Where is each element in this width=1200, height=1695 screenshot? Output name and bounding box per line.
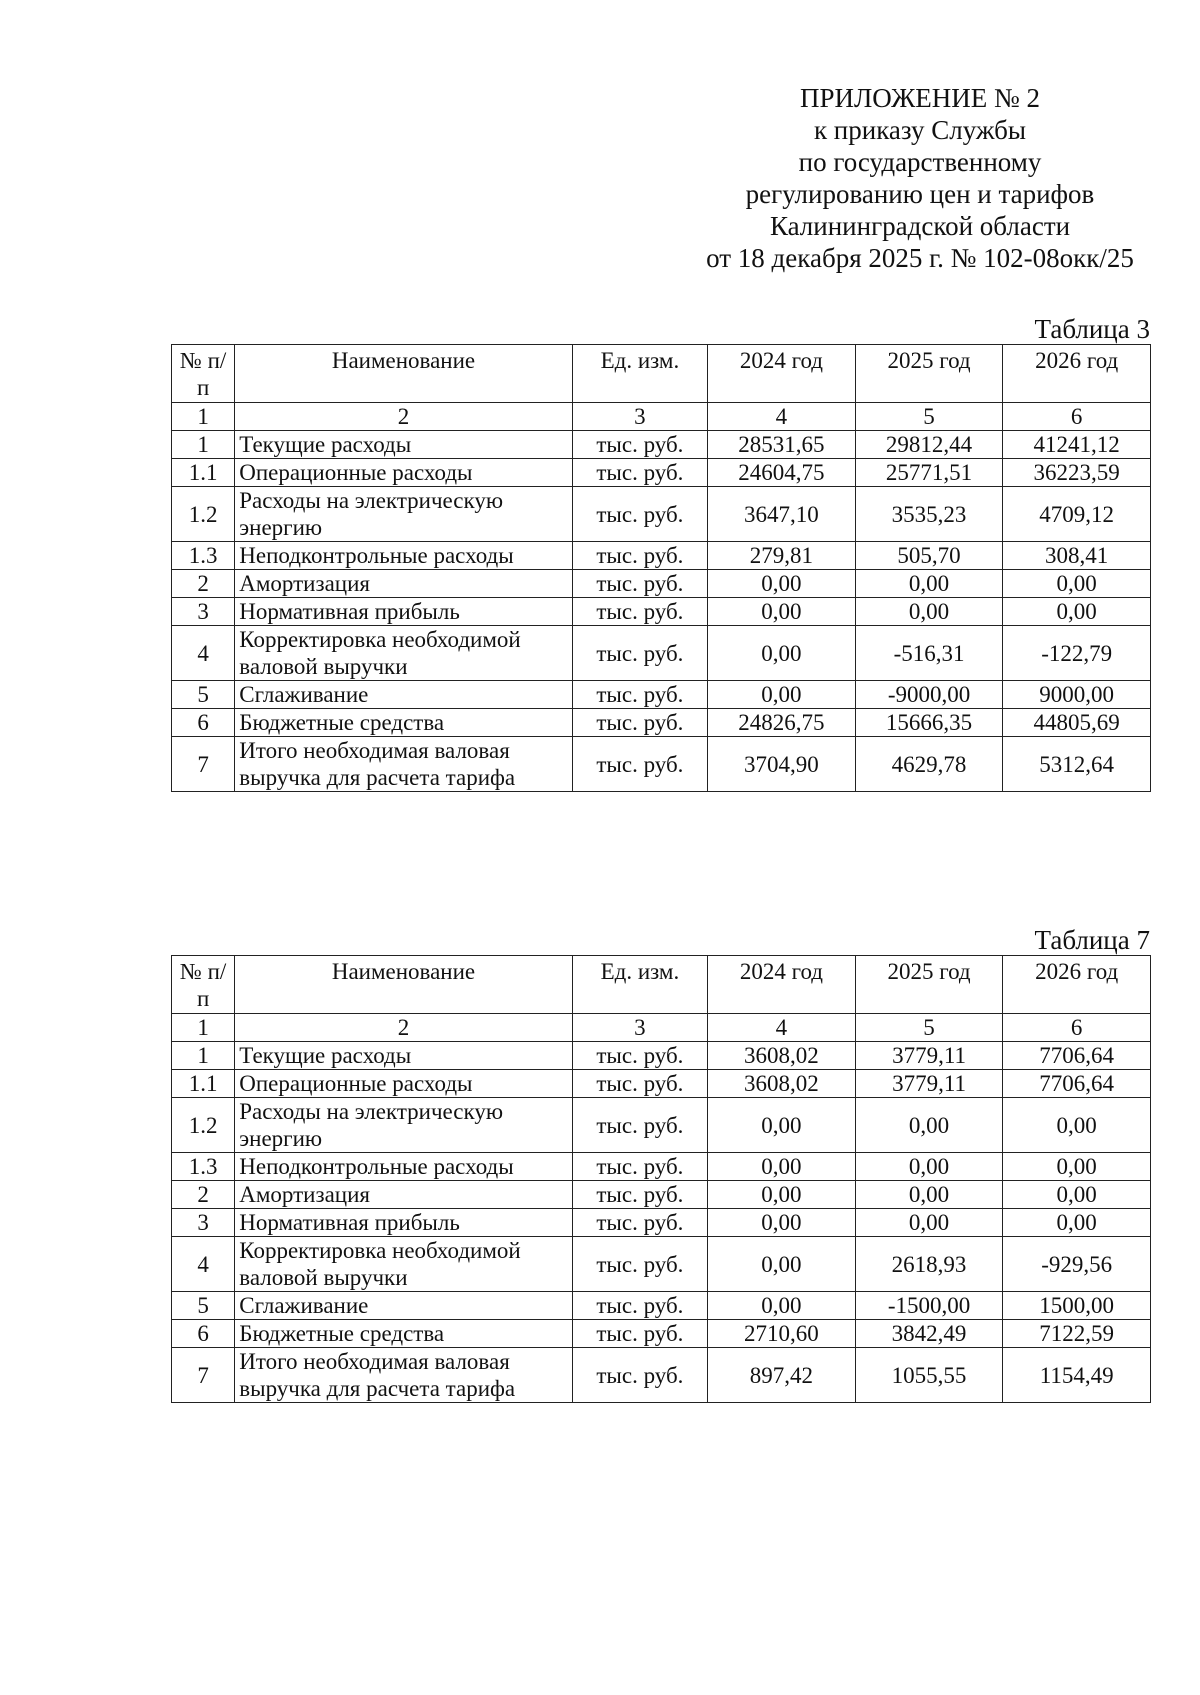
row-unit: тыс. руб. — [572, 1042, 707, 1070]
column-number: 4 — [708, 403, 856, 431]
value-2025: 3535,23 — [855, 487, 1003, 542]
value-2026: 0,00 — [1003, 1098, 1151, 1153]
row-name: Сглаживание — [235, 681, 572, 709]
row-number: 1.2 — [172, 487, 235, 542]
appendix-date-number: от 18 декабря 2025 г. № 102-08окк/25 — [706, 243, 1134, 273]
row-unit: тыс. руб. — [572, 1153, 707, 1181]
value-2025: -9000,00 — [855, 681, 1003, 709]
value-2025: 29812,44 — [855, 431, 1003, 459]
value-2026: -929,56 — [1003, 1237, 1151, 1292]
column-number-row — [172, 1014, 1151, 1042]
column-number: 6 — [1003, 403, 1151, 431]
column-number: 5 — [855, 403, 1003, 431]
value-2024: 3608,02 — [708, 1070, 856, 1098]
column-header-2026: 2026 год — [1003, 956, 1151, 1014]
row-name: Неподконтрольные расходы — [235, 542, 572, 570]
row-unit: тыс. руб. — [572, 570, 707, 598]
column-number-row — [172, 403, 1151, 431]
value-2026: 7706,64 — [1003, 1070, 1151, 1098]
row-number: 6 — [172, 709, 235, 737]
column-number: 2 — [235, 1014, 572, 1042]
column-header-name: Наименование — [235, 345, 572, 403]
value-2024: 2710,60 — [708, 1320, 856, 1348]
value-2026: 0,00 — [1003, 1153, 1151, 1181]
column-number: 2 — [235, 403, 572, 431]
value-2026: 41241,12 — [1003, 431, 1151, 459]
table-row — [172, 598, 1151, 626]
row-unit: тыс. руб. — [572, 459, 707, 487]
value-2025: 0,00 — [855, 598, 1003, 626]
column-header-unit: Ед. изм. — [572, 345, 707, 403]
row-unit: тыс. руб. — [572, 542, 707, 570]
row-name: Операционные расходы — [235, 459, 572, 487]
tariff-table — [171, 955, 1151, 1403]
value-2024: 0,00 — [708, 1098, 856, 1153]
column-number: 6 — [1003, 1014, 1151, 1042]
row-number: 3 — [172, 1209, 235, 1237]
value-2025: 0,00 — [855, 1153, 1003, 1181]
value-2026: 1154,49 — [1003, 1348, 1151, 1403]
table-row — [172, 1070, 1151, 1098]
row-name: Корректировка необходимой валовой выручки — [235, 626, 572, 681]
row-unit: тыс. руб. — [572, 1070, 707, 1098]
value-2025: 505,70 — [855, 542, 1003, 570]
row-number: 3 — [172, 598, 235, 626]
column-number: 3 — [572, 1014, 707, 1042]
row-unit: тыс. руб. — [572, 737, 707, 792]
column-header-num: № п/п — [172, 345, 235, 403]
row-name: Бюджетные средства — [235, 1320, 572, 1348]
row-number: 6 — [172, 1320, 235, 1348]
table-row — [172, 737, 1151, 792]
row-number: 7 — [172, 737, 235, 792]
row-number: 2 — [172, 1181, 235, 1209]
value-2024: 3608,02 — [708, 1042, 856, 1070]
value-2025: -1500,00 — [855, 1292, 1003, 1320]
value-2024: 0,00 — [708, 626, 856, 681]
table-row — [172, 681, 1151, 709]
row-unit: тыс. руб. — [572, 681, 707, 709]
row-unit: тыс. руб. — [572, 1320, 707, 1348]
value-2026: 1500,00 — [1003, 1292, 1151, 1320]
table-row — [172, 1348, 1151, 1403]
value-2025: 25771,51 — [855, 459, 1003, 487]
row-unit: тыс. руб. — [572, 487, 707, 542]
appendix-regulation-line: регулированию цен и тарифов — [745, 179, 1095, 209]
row-name: Амортизация — [235, 570, 572, 598]
table-row — [172, 626, 1151, 681]
row-unit: тыс. руб. — [572, 1292, 707, 1320]
value-2026: 4709,12 — [1003, 487, 1151, 542]
row-name: Расходы на электрическую энергию — [235, 487, 572, 542]
row-unit: тыс. руб. — [572, 598, 707, 626]
value-2026: -122,79 — [1003, 626, 1151, 681]
column-header-unit: Ед. изм. — [572, 956, 707, 1014]
table-row — [172, 1098, 1151, 1153]
row-unit: тыс. руб. — [572, 709, 707, 737]
value-2025: 2618,93 — [855, 1237, 1003, 1292]
row-name: Текущие расходы — [235, 1042, 572, 1070]
value-2025: 3842,49 — [855, 1320, 1003, 1348]
value-2024: 0,00 — [708, 1209, 856, 1237]
value-2024: 0,00 — [708, 570, 856, 598]
column-header-name: Наименование — [235, 956, 572, 1014]
column-header-2024: 2024 год — [708, 345, 856, 403]
row-number: 2 — [172, 570, 235, 598]
value-2024: 897,42 — [708, 1348, 856, 1403]
column-header-2025: 2025 год — [855, 956, 1003, 1014]
value-2025: 3779,11 — [855, 1070, 1003, 1098]
column-number: 3 — [572, 403, 707, 431]
value-2026: 0,00 — [1003, 598, 1151, 626]
row-name: Бюджетные средства — [235, 709, 572, 737]
row-name: Текущие расходы — [235, 431, 572, 459]
tariff-table — [171, 344, 1151, 792]
value-2025: 4629,78 — [855, 737, 1003, 792]
table-row — [172, 1153, 1151, 1181]
column-number: 5 — [855, 1014, 1003, 1042]
row-unit: тыс. руб. — [572, 431, 707, 459]
row-number: 1.3 — [172, 1153, 235, 1181]
value-2026: 0,00 — [1003, 570, 1151, 598]
value-2024: 0,00 — [708, 1292, 856, 1320]
value-2024: 3647,10 — [708, 487, 856, 542]
column-header-2026: 2026 год — [1003, 345, 1151, 403]
value-2026: 7706,64 — [1003, 1042, 1151, 1070]
value-2024: 0,00 — [708, 681, 856, 709]
row-number: 1.3 — [172, 542, 235, 570]
table-row — [172, 709, 1151, 737]
row-name: Нормативная прибыль — [235, 1209, 572, 1237]
table-row — [172, 542, 1151, 570]
value-2026: 44805,69 — [1003, 709, 1151, 737]
row-number: 7 — [172, 1348, 235, 1403]
table-row — [172, 431, 1151, 459]
table-header-row — [172, 956, 1151, 1014]
row-number: 1.1 — [172, 1070, 235, 1098]
value-2026: 0,00 — [1003, 1181, 1151, 1209]
column-number: 1 — [172, 403, 235, 431]
row-number: 1 — [172, 1042, 235, 1070]
row-unit: тыс. руб. — [572, 1348, 707, 1403]
appendix-header — [650, 82, 1190, 274]
table-row — [172, 1042, 1151, 1070]
value-2026: 0,00 — [1003, 1209, 1151, 1237]
column-header-2025: 2025 год — [855, 345, 1003, 403]
column-header-2024: 2024 год — [708, 956, 856, 1014]
row-unit: тыс. руб. — [572, 1181, 707, 1209]
value-2025: 0,00 — [855, 1098, 1003, 1153]
value-2024: 3704,90 — [708, 737, 856, 792]
value-2025: 15666,35 — [855, 709, 1003, 737]
value-2024: 28531,65 — [708, 431, 856, 459]
value-2026: 7122,59 — [1003, 1320, 1151, 1348]
value-2024: 0,00 — [708, 598, 856, 626]
row-name: Амортизация — [235, 1181, 572, 1209]
value-2025: 3779,11 — [855, 1042, 1003, 1070]
row-number: 1.1 — [172, 459, 235, 487]
row-name: Нормативная прибыль — [235, 598, 572, 626]
value-2025: 1055,55 — [855, 1348, 1003, 1403]
value-2026: 36223,59 — [1003, 459, 1151, 487]
table-row — [172, 1237, 1151, 1292]
table-row — [172, 1320, 1151, 1348]
row-number: 1.2 — [172, 1098, 235, 1153]
table-row — [172, 570, 1151, 598]
row-unit: тыс. руб. — [572, 626, 707, 681]
table-row — [172, 1181, 1151, 1209]
row-name: Корректировка необходимой валовой выручки — [235, 1237, 572, 1292]
value-2026: 308,41 — [1003, 542, 1151, 570]
table-row — [172, 1209, 1151, 1237]
appendix-order-line: к приказу Службы — [813, 115, 1027, 145]
row-name: Расходы на электрическую энергию — [235, 1098, 572, 1153]
row-unit: тыс. руб. — [572, 1098, 707, 1153]
appendix-title: ПРИЛОЖЕНИЕ № 2 — [799, 83, 1041, 113]
value-2024: 0,00 — [708, 1153, 856, 1181]
table-caption: Таблица 3 — [1034, 314, 1150, 344]
row-name: Итого необходимая валовая выручка для расчета тарифа — [235, 737, 572, 792]
appendix-region-line: Калининградской области — [769, 211, 1071, 241]
value-2025: -516,31 — [855, 626, 1003, 681]
value-2025: 0,00 — [855, 1181, 1003, 1209]
column-number: 4 — [708, 1014, 856, 1042]
row-unit: тыс. руб. — [572, 1237, 707, 1292]
column-number: 1 — [172, 1014, 235, 1042]
row-name: Сглаживание — [235, 1292, 572, 1320]
row-name: Итого необходимая валовая выручка для расчета тарифа — [235, 1348, 572, 1403]
table-caption: Таблица 7 — [1034, 925, 1150, 955]
value-2024: 24826,75 — [708, 709, 856, 737]
value-2024: 0,00 — [708, 1181, 856, 1209]
value-2025: 0,00 — [855, 570, 1003, 598]
value-2026: 9000,00 — [1003, 681, 1151, 709]
row-name: Операционные расходы — [235, 1070, 572, 1098]
column-header-num: № п/п — [172, 956, 235, 1014]
row-number: 1 — [172, 431, 235, 459]
appendix-service-line: по государственному — [798, 147, 1042, 177]
table-header-row — [172, 345, 1151, 403]
table-row — [172, 459, 1151, 487]
value-2026: 5312,64 — [1003, 737, 1151, 792]
value-2024: 279,81 — [708, 542, 856, 570]
row-number: 5 — [172, 1292, 235, 1320]
row-number: 4 — [172, 1237, 235, 1292]
value-2024: 24604,75 — [708, 459, 856, 487]
row-number: 4 — [172, 626, 235, 681]
row-name: Неподконтрольные расходы — [235, 1153, 572, 1181]
row-unit: тыс. руб. — [572, 1209, 707, 1237]
row-number: 5 — [172, 681, 235, 709]
table-row — [172, 487, 1151, 542]
table-row — [172, 1292, 1151, 1320]
value-2025: 0,00 — [855, 1209, 1003, 1237]
value-2024: 0,00 — [708, 1237, 856, 1292]
